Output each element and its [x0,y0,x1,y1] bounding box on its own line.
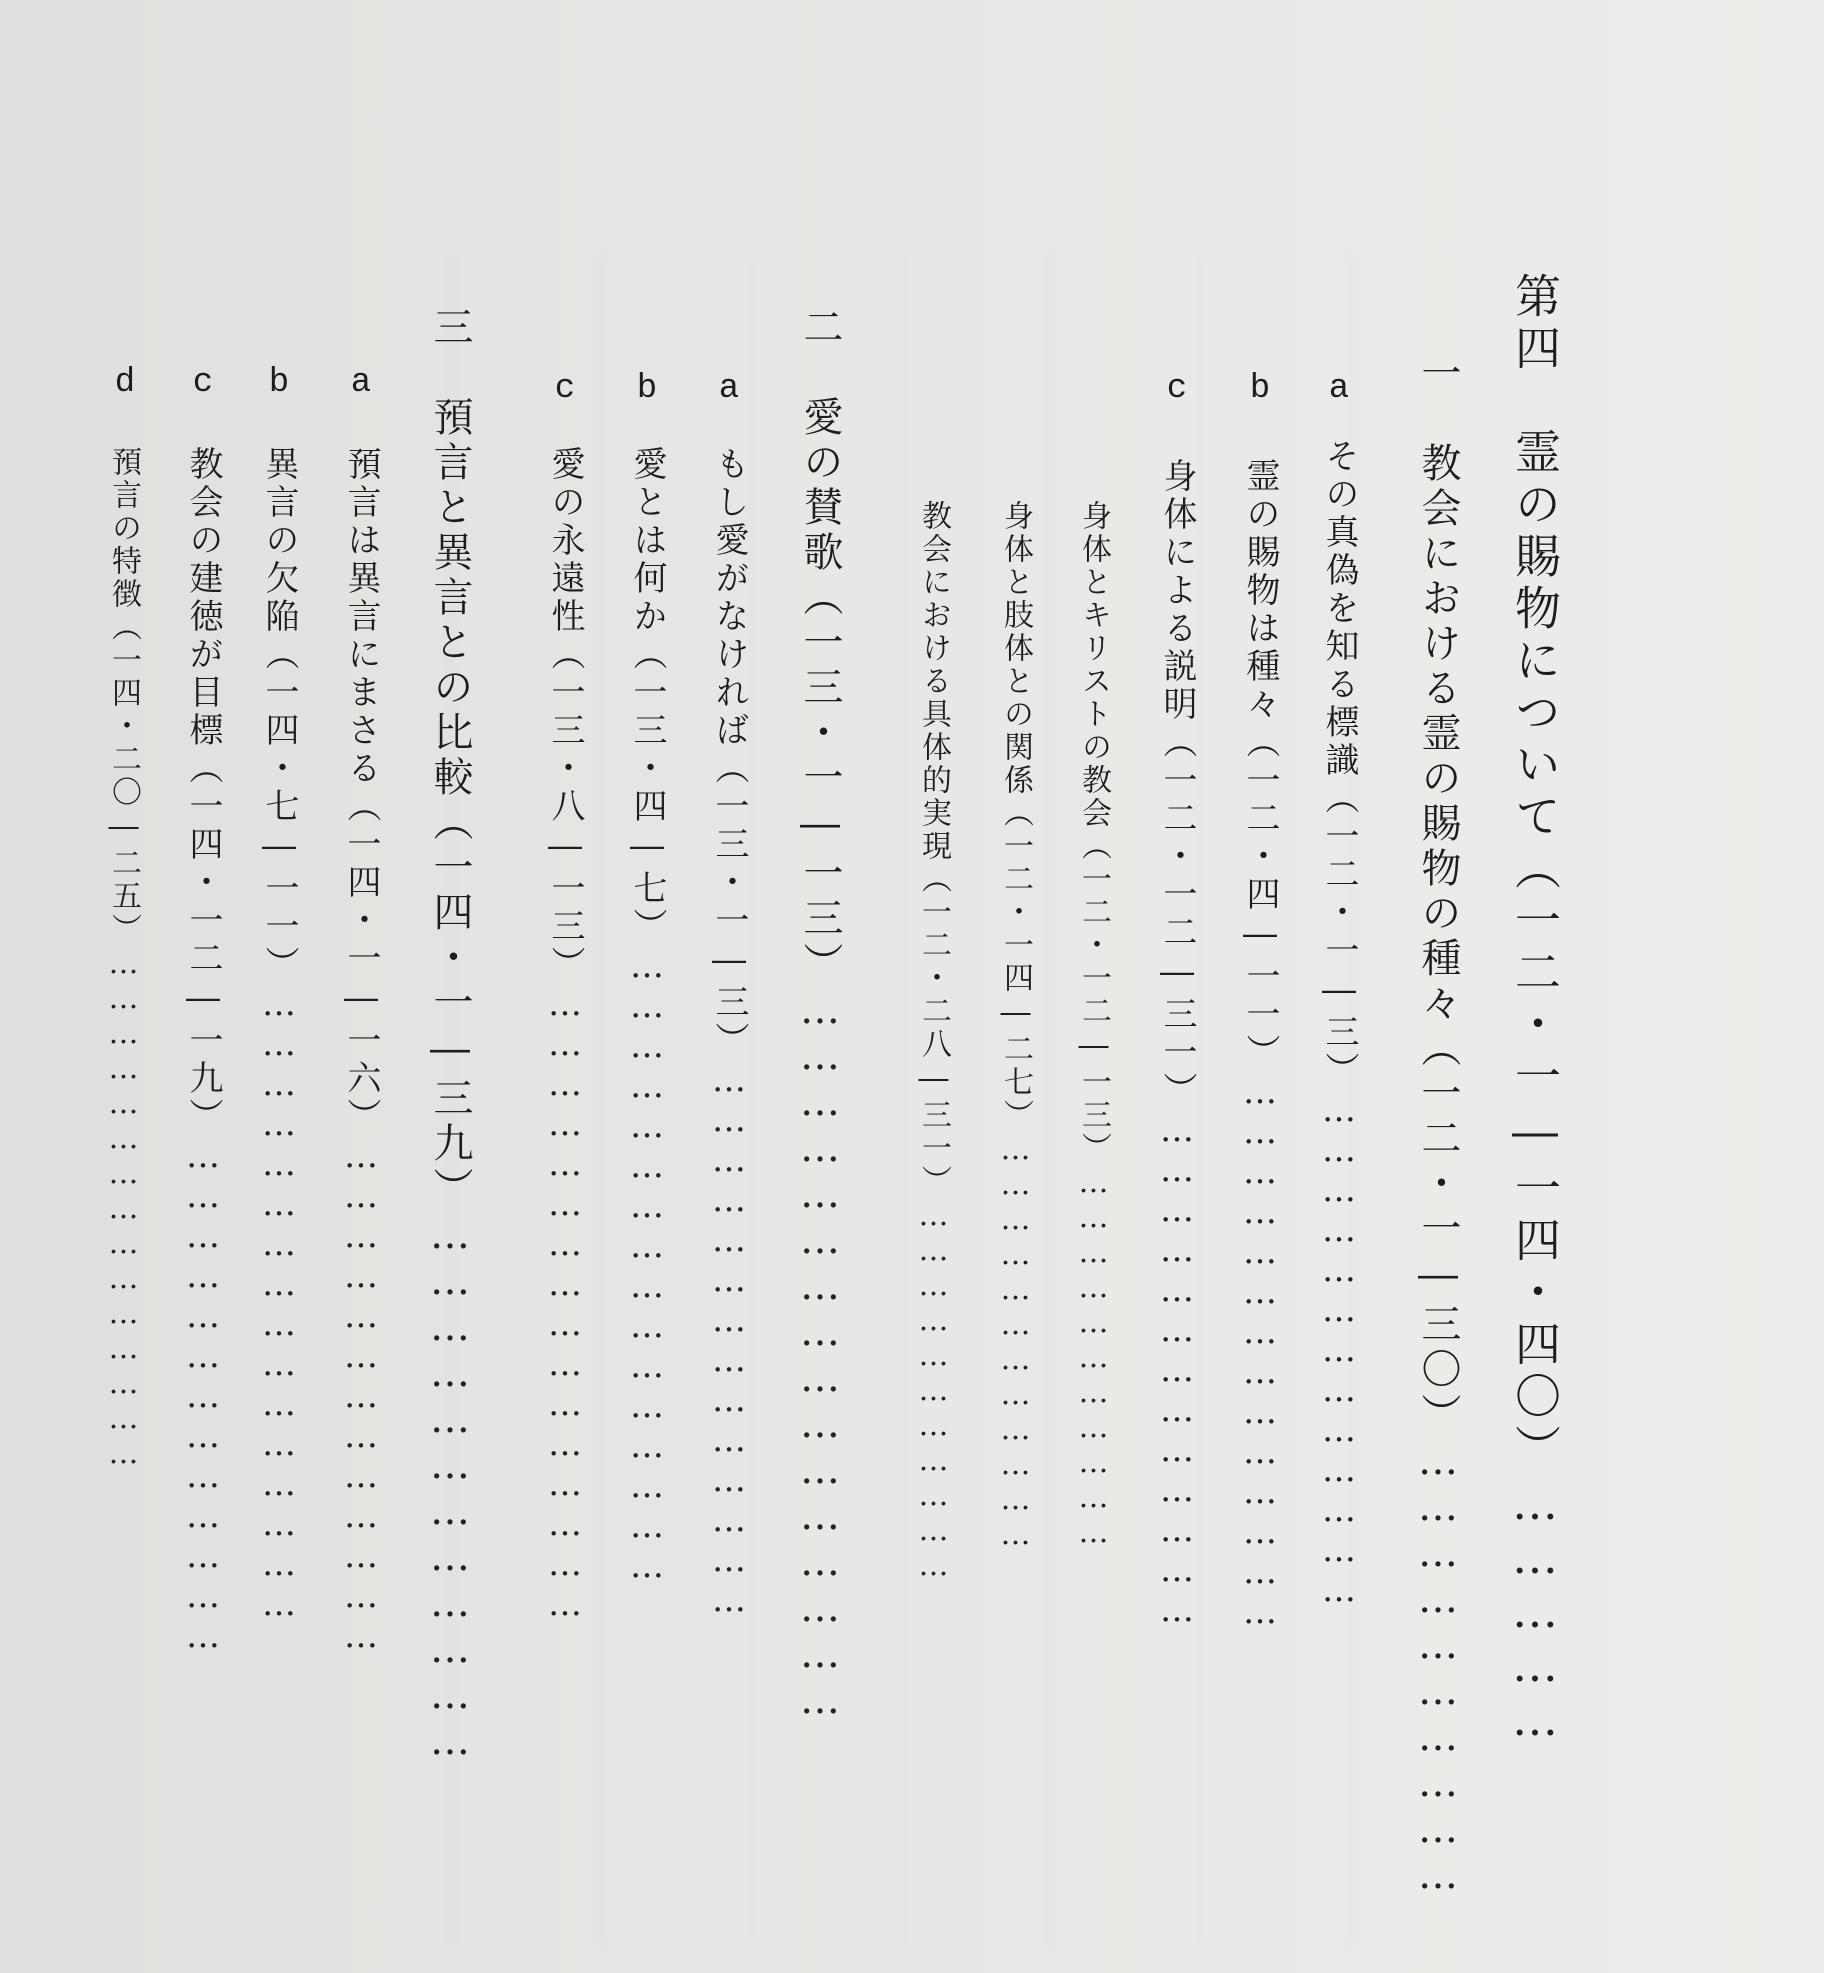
toc-item-1c-title: 身体による説明（一二・一二―三一） [1157,458,1197,1110]
toc-item-3d-title: 預言の特徴（一四・二〇―二五） [106,446,141,946]
toc-item-1c-1[interactable] [1076,500,1111,1550]
toc-item-1c-2[interactable] [998,500,1033,1552]
toc-leader-dots: ………………………………… [1319,1090,1359,1610]
toc-leader-dots: ……………………………… [427,1212,473,1764]
toc-item-mark: a [1320,370,1358,408]
toc-section-2[interactable] [797,306,843,1723]
toc-leader-dots: …………… [1508,1476,1562,1746]
toc-item-mark: c [1158,370,1196,408]
toc-leader-dots: ………………………… [1415,1438,1461,1898]
toc-item-3b-title: 異言の欠陥（一四・七―一一） [259,446,299,984]
toc-leader-dots: ………………………………………… [627,946,667,1586]
toc-item-1c[interactable] [1157,458,1197,1630]
toc-chapter-heading[interactable] [1508,272,1562,1746]
toc-item-1b[interactable] [1240,458,1280,1632]
toc-leader-dots: …………………………………… [709,1060,749,1620]
toc-item-1c-3[interactable] [916,500,951,1583]
toc-item-1b-title: 霊の賜物は種々（一二・四―一一） [1240,458,1280,1072]
toc-item-mark: c [184,364,222,402]
toc-item-3a[interactable] [341,446,381,1656]
toc-item-mark: a [342,364,380,402]
toc-section-1[interactable] [1415,352,1461,1898]
toc-section-3-title: 三 預言と異言との比較（一四・一―三九） [427,306,473,1212]
toc-item-3c[interactable] [183,446,223,1656]
toc-leader-dots: ………………………………………… [545,984,585,1624]
toc-item-2b-title: 愛とは何か（一三・四―七） [627,446,667,946]
toc-leader-dots: ………………………………… [183,1136,223,1656]
toc-item-mark: b [260,364,298,402]
toc-item-mark: a [710,370,748,408]
toc-leader-dots: …………………………… [1076,1165,1111,1550]
toc-item-1c-2-title: 身体と肢体との関係（一二・一四―二七） [998,500,1033,1132]
toc-item-mark: b [628,370,666,408]
toc-item-2b[interactable] [627,446,667,1586]
toc-section-2-title: 二 愛の賛歌（一三・一―一三） [797,306,843,987]
toc-item-3b[interactable] [259,446,299,1624]
toc-leader-dots: ………………………………………… [259,984,299,1624]
toc-leader-dots: ………………………………………… [797,987,843,1723]
toc-item-1c-3-title: 教会における具体的実現（一二・二八―三一） [916,500,951,1198]
toc-item-2c-title: 愛の永遠性（一三・八―一三） [545,446,585,984]
toc-item-mark: b [1241,370,1279,408]
toc-item-2a[interactable] [709,446,749,1620]
show-through-text [380,250,1360,1950]
toc-item-1a[interactable] [1319,438,1359,1610]
toc-leader-dots: ……………………………………… [106,946,141,1471]
toc-item-2c[interactable] [545,446,585,1624]
toc-leader-dots: ………………………………… [341,1136,381,1656]
toc-item-3a-title: 預言は異言にまさる（一四・一―一六） [341,446,381,1136]
toc-leader-dots: ……………………………… [998,1132,1033,1552]
toc-item-1a-title: その真偽を知る標識（一二・一―三） [1319,438,1359,1090]
toc-item-3d[interactable] [106,446,141,1471]
toc-item-2a-title: もし愛がなければ（一三・一―三） [709,446,749,1060]
toc-item-1c-1-title: 身体とキリストの教会（一二・一二―一三） [1076,500,1111,1165]
toc-section-3[interactable] [427,306,473,1764]
toc-item-mark: c [546,370,584,408]
toc-leader-dots: …………………………… [916,1198,951,1583]
toc-leader-dots: …………………………………… [1240,1072,1280,1632]
toc-leader-dots: ………………………………… [1157,1110,1197,1630]
toc-chapter-title: 第四 霊の賜物について（一二・一―一四・四〇） [1508,272,1562,1476]
toc-item-3c-title: 教会の建徳が目標（一四・一二―一九） [183,446,223,1136]
toc-section-1-title: 一 教会における霊の賜物の種々（一二・一―三〇） [1415,352,1461,1438]
toc-item-mark: d [106,364,144,402]
